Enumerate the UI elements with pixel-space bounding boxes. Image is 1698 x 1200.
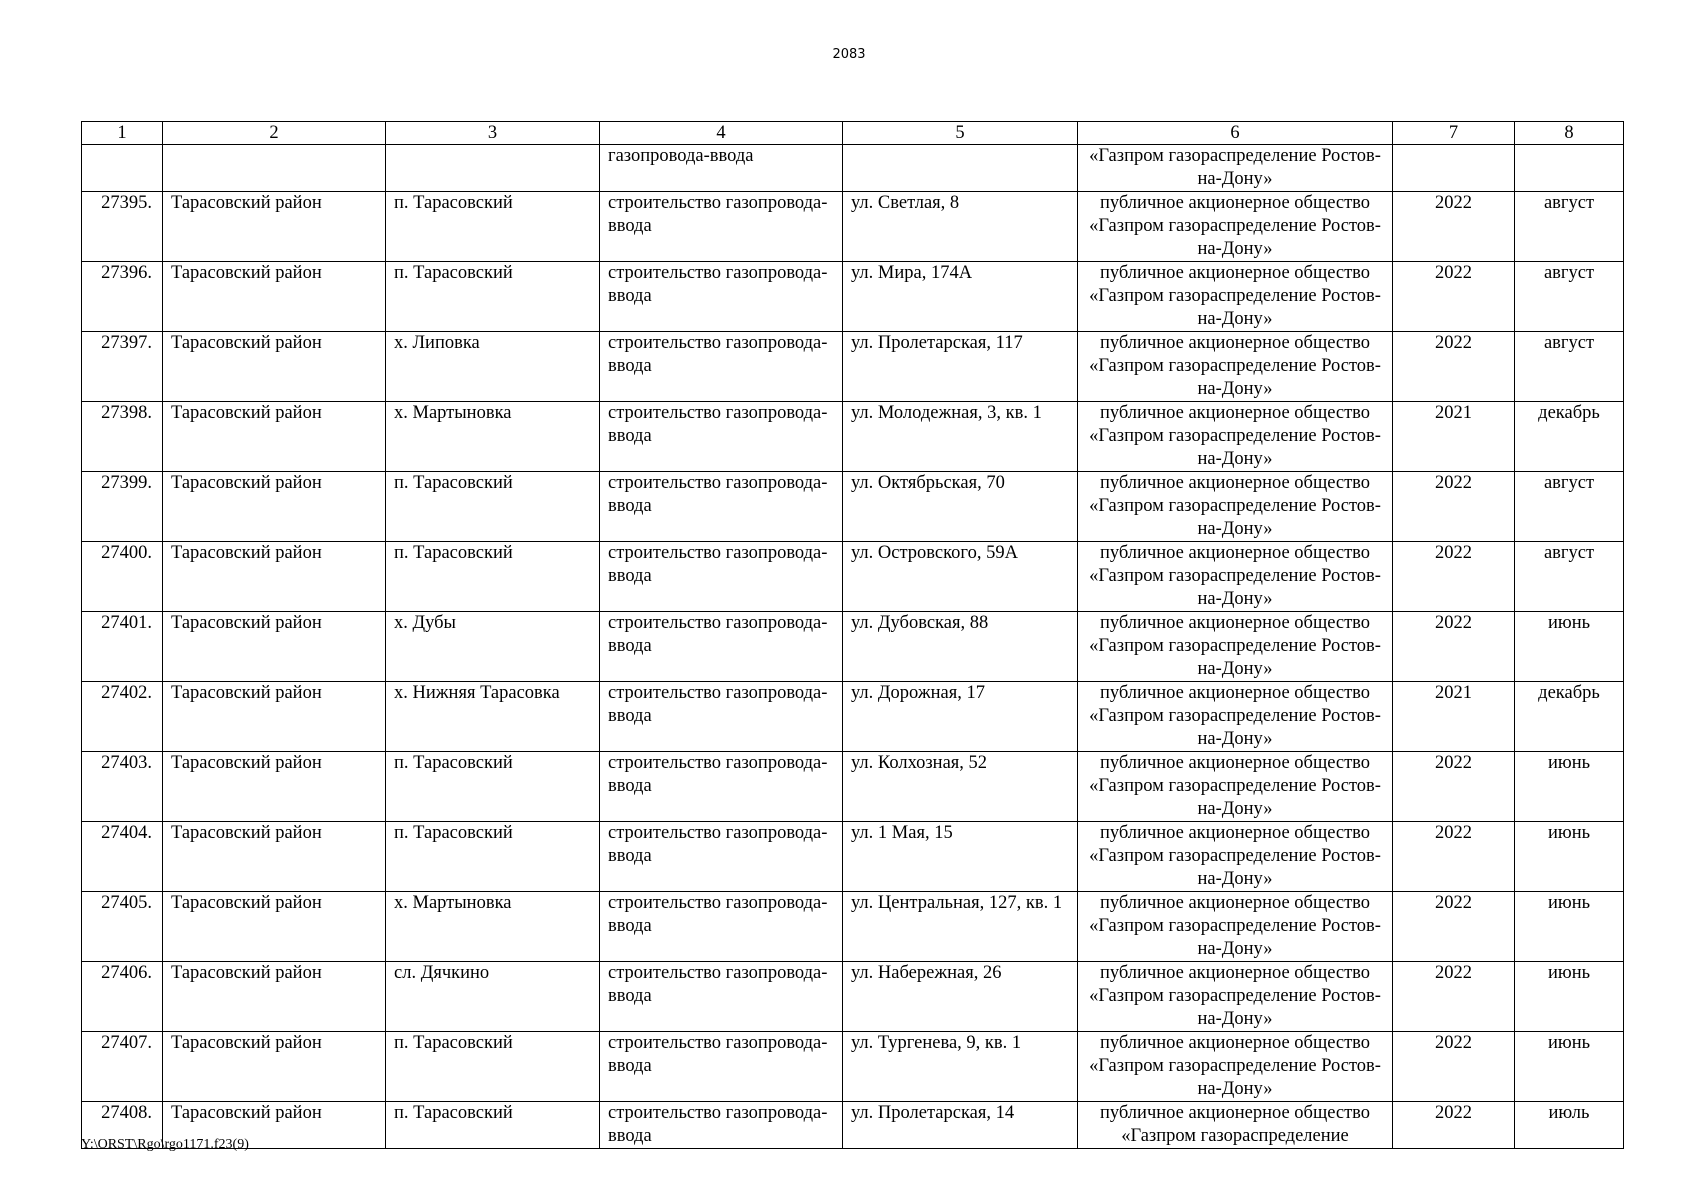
- cell-month: июль: [1515, 1102, 1624, 1149]
- table-row: [82, 402, 1624, 472]
- cell-locality: х. Мартыновка: [386, 892, 600, 962]
- cell-work: строительство газопровода-ввода: [600, 542, 843, 612]
- cell-locality: п. Тарасовский: [386, 752, 600, 822]
- table-row: [82, 892, 1624, 962]
- cell-work: строительство газопровода-ввода: [600, 1102, 843, 1149]
- cell-locality: х. Дубы: [386, 612, 600, 682]
- cell-num: 27405.: [82, 892, 163, 962]
- cell-district: Тарасовский район: [163, 542, 386, 612]
- table-row: [82, 262, 1624, 332]
- cell-year: 2022: [1393, 1032, 1515, 1102]
- cell-year: 2022: [1393, 612, 1515, 682]
- header-cell: 8: [1515, 122, 1624, 145]
- cell-month: июнь: [1515, 612, 1624, 682]
- cell-month: июнь: [1515, 1032, 1624, 1102]
- cell-locality: п. Тарасовский: [386, 822, 600, 892]
- cell-locality: п. Тарасовский: [386, 1032, 600, 1102]
- cell-work: строительство газопровода-ввода: [600, 962, 843, 1032]
- cell-district: Тарасовский район: [163, 612, 386, 682]
- cell-org: публичное акционерное общество «Газпром газораспределение Ростов-на-Дону»: [1078, 402, 1393, 472]
- cell-num: 27404.: [82, 822, 163, 892]
- cell-year: 2022: [1393, 262, 1515, 332]
- cell-num: 27396.: [82, 262, 163, 332]
- cell-org: публичное акционерное общество «Газпром газораспределение Ростов-на-Дону»: [1078, 472, 1393, 542]
- cell-work: строительство газопровода-ввода: [600, 892, 843, 962]
- file-path-footer: Y:\ORST\Rgo\rgo1171.f23(9): [81, 1137, 249, 1152]
- cell-org: публичное акционерное общество «Газпром газораспределение Ростов-на-Дону»: [1078, 192, 1393, 262]
- cell-num: 27403.: [82, 752, 163, 822]
- header-cell: 4: [600, 122, 843, 145]
- cell-num: 27398.: [82, 402, 163, 472]
- cell-year: 2022: [1393, 1102, 1515, 1149]
- cell-org: публичное акционерное общество «Газпром газораспределение: [1078, 1102, 1393, 1149]
- cell-address: ул. Светлая, 8: [843, 192, 1078, 262]
- cell-address: ул. 1 Мая, 15: [843, 822, 1078, 892]
- cell-org: публичное акционерное общество «Газпром газораспределение Ростов-на-Дону»: [1078, 1032, 1393, 1102]
- cell-org: публичное акционерное общество «Газпром газораспределение Ростов-на-Дону»: [1078, 262, 1393, 332]
- cell-month: август: [1515, 472, 1624, 542]
- cell-num: 27402.: [82, 682, 163, 752]
- cell-num: 27399.: [82, 472, 163, 542]
- cell-district: [163, 145, 386, 192]
- cell-org: публичное акционерное общество «Газпром газораспределение Ростов-на-Дону»: [1078, 612, 1393, 682]
- cell-district: Тарасовский район: [163, 402, 386, 472]
- header-cell: 5: [843, 122, 1078, 145]
- header-row: [82, 122, 1624, 145]
- table-row: [82, 332, 1624, 402]
- cell-num: 27408.: [82, 1102, 163, 1149]
- cell-locality: п. Тарасовский: [386, 472, 600, 542]
- cell-org: публичное акционерное общество «Газпром газораспределение Ростов-на-Дону»: [1078, 822, 1393, 892]
- cell-num: 27395.: [82, 192, 163, 262]
- cell-locality: х. Нижняя Тарасовка: [386, 682, 600, 752]
- header-cell: 1: [82, 122, 163, 145]
- cell-district: Тарасовский район: [163, 192, 386, 262]
- cell-year: 2021: [1393, 402, 1515, 472]
- cell-locality: х. Липовка: [386, 332, 600, 402]
- cell-month: август: [1515, 542, 1624, 612]
- cell-org: публичное акционерное общество «Газпром газораспределение Ростов-на-Дону»: [1078, 542, 1393, 612]
- cell-month: декабрь: [1515, 402, 1624, 472]
- table-row: [82, 542, 1624, 612]
- cell-year: 2022: [1393, 332, 1515, 402]
- cell-month: август: [1515, 192, 1624, 262]
- cell-org: публичное акционерное общество «Газпром газораспределение Ростов-на-Дону»: [1078, 682, 1393, 752]
- table-row: [82, 752, 1624, 822]
- table-row: [82, 1032, 1624, 1102]
- cell-num: 27400.: [82, 542, 163, 612]
- cell-work: строительство газопровода-ввода: [600, 612, 843, 682]
- cell-month: август: [1515, 332, 1624, 402]
- cell-work: строительство газопровода-ввода: [600, 262, 843, 332]
- cell-locality: [386, 145, 600, 192]
- objects-table: [81, 121, 1624, 1149]
- table-row: [82, 612, 1624, 682]
- cell-address: [843, 145, 1078, 192]
- cell-num: 27406.: [82, 962, 163, 1032]
- cell-year: 2022: [1393, 892, 1515, 962]
- header-cell: 6: [1078, 122, 1393, 145]
- cell-address: ул. Октябрьская, 70: [843, 472, 1078, 542]
- cell-year: 2022: [1393, 542, 1515, 612]
- cell-address: ул. Тургенева, 9, кв. 1: [843, 1032, 1078, 1102]
- cell-district: Тарасовский район: [163, 262, 386, 332]
- table-row: [82, 822, 1624, 892]
- cell-work: строительство газопровода-ввода: [600, 822, 843, 892]
- cell-org: «Газпром газораспределение Ростов-на-Дону»: [1078, 145, 1393, 192]
- cell-work: строительство газопровода-ввода: [600, 682, 843, 752]
- cell-work: строительство газопровода-ввода: [600, 192, 843, 262]
- cell-org: публичное акционерное общество «Газпром газораспределение Ростов-на-Дону»: [1078, 332, 1393, 402]
- cell-year: 2022: [1393, 962, 1515, 1032]
- cell-locality: п. Тарасовский: [386, 1102, 600, 1149]
- cell-district: Тарасовский район: [163, 822, 386, 892]
- cell-locality: п. Тарасовский: [386, 542, 600, 612]
- cell-org: публичное акционерное общество «Газпром газораспределение Ростов-на-Дону»: [1078, 892, 1393, 962]
- cell-work: строительство газопровода-ввода: [600, 402, 843, 472]
- table-row: [82, 1102, 1624, 1149]
- cell-work: газопровода-ввода: [600, 145, 843, 192]
- cell-address: ул. Набережная, 26: [843, 962, 1078, 1032]
- cell-year: 2022: [1393, 472, 1515, 542]
- header-cell: 2: [163, 122, 386, 145]
- cell-org: публичное акционерное общество «Газпром газораспределение Ростов-на-Дону»: [1078, 962, 1393, 1032]
- cell-year: [1393, 145, 1515, 192]
- cell-year: 2022: [1393, 822, 1515, 892]
- table-row: [82, 962, 1624, 1032]
- continuation-row: [82, 145, 1624, 192]
- cell-district: Тарасовский район: [163, 892, 386, 962]
- cell-address: ул. Пролетарская, 14: [843, 1102, 1078, 1149]
- cell-num: [82, 145, 163, 192]
- cell-district: Тарасовский район: [163, 472, 386, 542]
- cell-org: публичное акционерное общество «Газпром газораспределение Ростов-на-Дону»: [1078, 752, 1393, 822]
- cell-month: июнь: [1515, 962, 1624, 1032]
- cell-month: июнь: [1515, 892, 1624, 962]
- cell-work: строительство газопровода-ввода: [600, 332, 843, 402]
- cell-work: строительство газопровода-ввода: [600, 752, 843, 822]
- cell-address: ул. Пролетарская, 117: [843, 332, 1078, 402]
- cell-year: 2022: [1393, 192, 1515, 262]
- cell-locality: п. Тарасовский: [386, 262, 600, 332]
- cell-district: Тарасовский район: [163, 682, 386, 752]
- cell-month: [1515, 145, 1624, 192]
- cell-month: декабрь: [1515, 682, 1624, 752]
- cell-district: Тарасовский район: [163, 1102, 386, 1149]
- cell-district: Тарасовский район: [163, 332, 386, 402]
- cell-num: 27401.: [82, 612, 163, 682]
- table-row: [82, 472, 1624, 542]
- cell-locality: п. Тарасовский: [386, 192, 600, 262]
- cell-address: ул. Дубовская, 88: [843, 612, 1078, 682]
- cell-address: ул. Центральная, 127, кв. 1: [843, 892, 1078, 962]
- cell-address: ул. Островского, 59А: [843, 542, 1078, 612]
- cell-address: ул. Молодежная, 3, кв. 1: [843, 402, 1078, 472]
- table-row: [82, 682, 1624, 752]
- cell-district: Тарасовский район: [163, 962, 386, 1032]
- cell-month: июнь: [1515, 752, 1624, 822]
- page-number: 2083: [832, 47, 866, 62]
- cell-address: ул. Мира, 174А: [843, 262, 1078, 332]
- cell-district: Тарасовский район: [163, 1032, 386, 1102]
- header-cell: 3: [386, 122, 600, 145]
- cell-num: 27397.: [82, 332, 163, 402]
- cell-address: ул. Колхозная, 52: [843, 752, 1078, 822]
- cell-work: строительство газопровода-ввода: [600, 1032, 843, 1102]
- cell-year: 2021: [1393, 682, 1515, 752]
- cell-year: 2022: [1393, 752, 1515, 822]
- cell-num: 27407.: [82, 1032, 163, 1102]
- cell-month: июнь: [1515, 822, 1624, 892]
- cell-locality: х. Мартыновка: [386, 402, 600, 472]
- cell-district: Тарасовский район: [163, 752, 386, 822]
- cell-locality: сл. Дячкино: [386, 962, 600, 1032]
- table-row: [82, 192, 1624, 262]
- table-body: [82, 145, 1624, 1149]
- cell-work: строительство газопровода-ввода: [600, 472, 843, 542]
- header-cell: 7: [1393, 122, 1515, 145]
- cell-address: ул. Дорожная, 17: [843, 682, 1078, 752]
- cell-month: август: [1515, 262, 1624, 332]
